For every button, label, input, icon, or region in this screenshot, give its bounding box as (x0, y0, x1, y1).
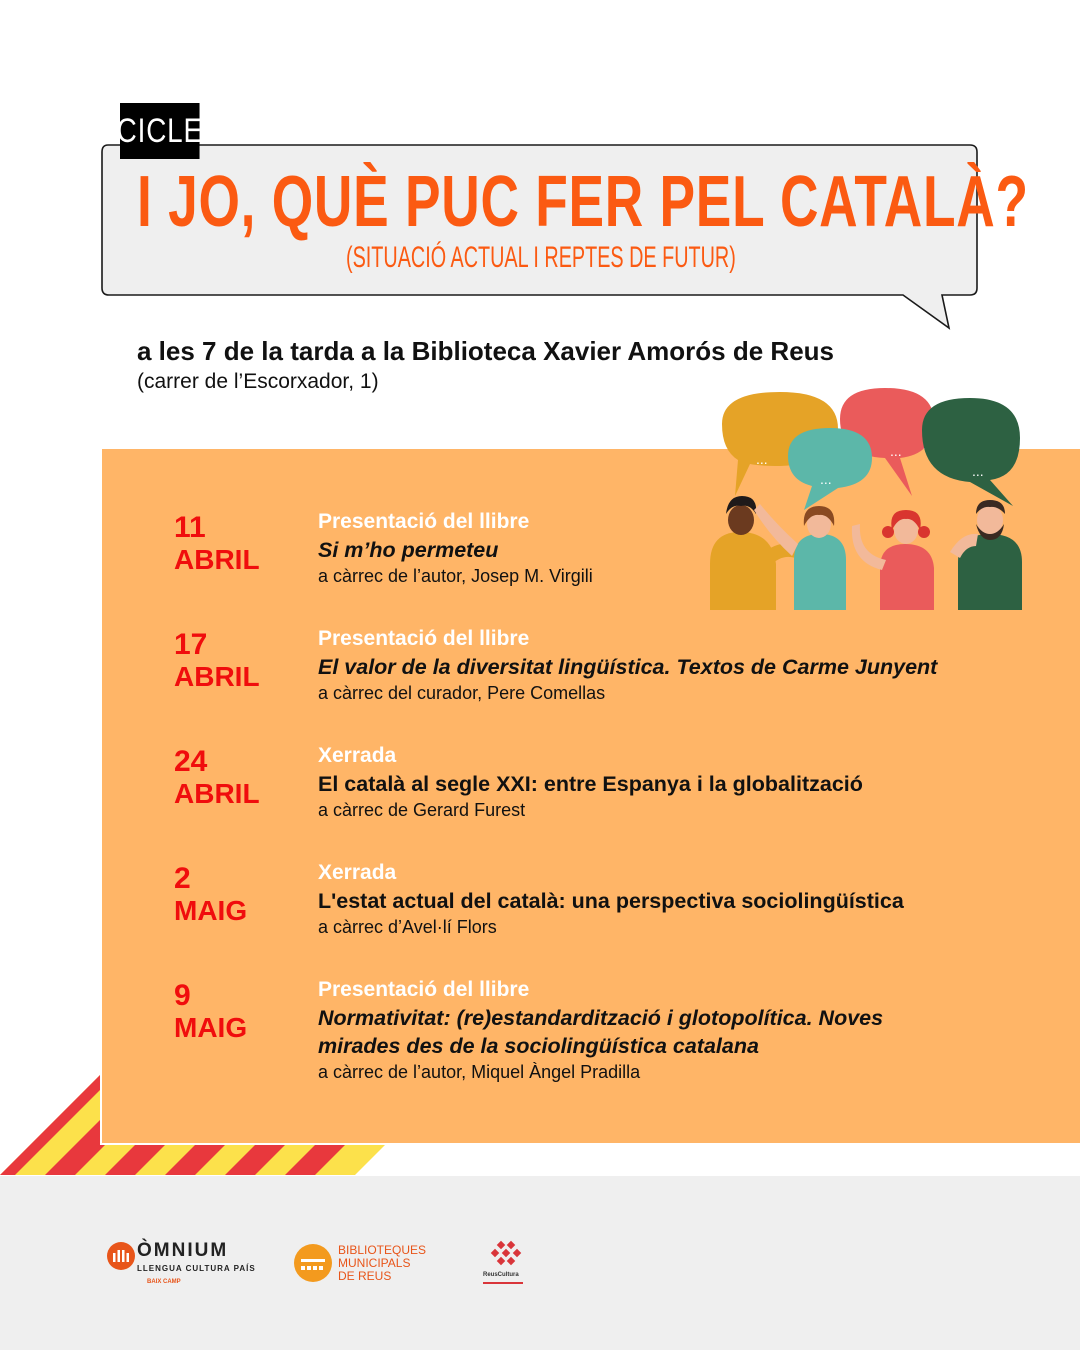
omnium-name: ÒMNIUM (137, 1240, 229, 1261)
venue-line: a les 7 de la tarda a la Biblioteca Xavier Amorós de Reus (137, 336, 834, 366)
event-speaker: a càrrec de l’autor, Miquel Àngel Pradilla (318, 1062, 641, 1082)
event-speaker: a càrrec del curador, Pere Comellas (318, 683, 606, 703)
cycle-tag: CICLE (120, 103, 200, 159)
biblioteques-line3: DE REUS (338, 1269, 392, 1283)
venue-address: (carrer de l’Escorxador, 1) (137, 370, 379, 393)
event-month: ABRIL (174, 544, 260, 575)
omnium-tagline: LLENGUA CULTURA PAÍS (137, 1264, 256, 1273)
page-title: I JO, QUÈ PUC FER PEL CATALÀ? (137, 162, 1029, 242)
event-title: El valor de la diversitat lingüística. Textos de Carme Junyent (318, 655, 938, 679)
reus-underline (483, 1282, 523, 1285)
event-speaker: a càrrec de Gerard Furest (318, 800, 526, 820)
event-month: ABRIL (174, 778, 260, 809)
event-month: ABRIL (174, 661, 260, 692)
reus-cultura-logo[interactable] (482, 1240, 532, 1290)
event-type: Presentació del llibre (318, 510, 530, 533)
people-talking-illustration (700, 384, 1030, 610)
omnium-icon (107, 1242, 135, 1270)
biblioteques-logo[interactable] (293, 1243, 453, 1283)
event-type: Presentació del llibre (318, 978, 530, 1001)
page-subtitle: (SITUACIÓ ACTUAL I REPTES DE FUTUR) (346, 241, 736, 274)
svg-text:...: ... (756, 451, 768, 467)
biblioteques-line2: MUNICIPALS (338, 1256, 411, 1270)
event-day: 9 (174, 979, 191, 1012)
reus-emblem-icon (488, 1240, 524, 1272)
biblioteques-line1: BIBLIOTEQUES (338, 1243, 427, 1257)
omnium-logo[interactable] (107, 1240, 257, 1290)
event-day: 2 (174, 862, 191, 895)
event-month: MAIG (174, 1012, 248, 1043)
event-day: 24 (174, 745, 208, 778)
event-day: 17 (174, 628, 208, 661)
library-icon (293, 1243, 333, 1283)
event-type: Xerrada (318, 744, 397, 767)
event-title: L'estat actual del català: una perspectiva sociolingüística (318, 889, 904, 913)
event-title: Si m’ho permeteu (318, 538, 499, 562)
event-type: Xerrada (318, 861, 397, 884)
event-title: El català al segle XXI: entre Espanya i la globalització (318, 772, 863, 796)
event-speaker: a càrrec d’Avel·lí Flors (318, 917, 497, 937)
event-type: Presentació del llibre (318, 627, 530, 650)
omnium-subtitle: BAIX CAMP (147, 1279, 181, 1285)
svg-text:...: ... (890, 443, 902, 459)
reus-cultura-name: ReusCultura (483, 1272, 519, 1278)
event-month: MAIG (174, 895, 248, 926)
event-speaker: a càrrec de l’autor, Josep M. Virgili (318, 566, 593, 586)
event-day: 11 (174, 511, 206, 544)
event-title: Normativitat: (re)estandardització i glotopolítica. Noves mirades des de la sociolingüística catalana (318, 1006, 884, 1058)
speech-bubble-icon (722, 388, 1020, 510)
svg-text:...: ... (972, 463, 984, 479)
svg-text:...: ... (820, 471, 832, 487)
